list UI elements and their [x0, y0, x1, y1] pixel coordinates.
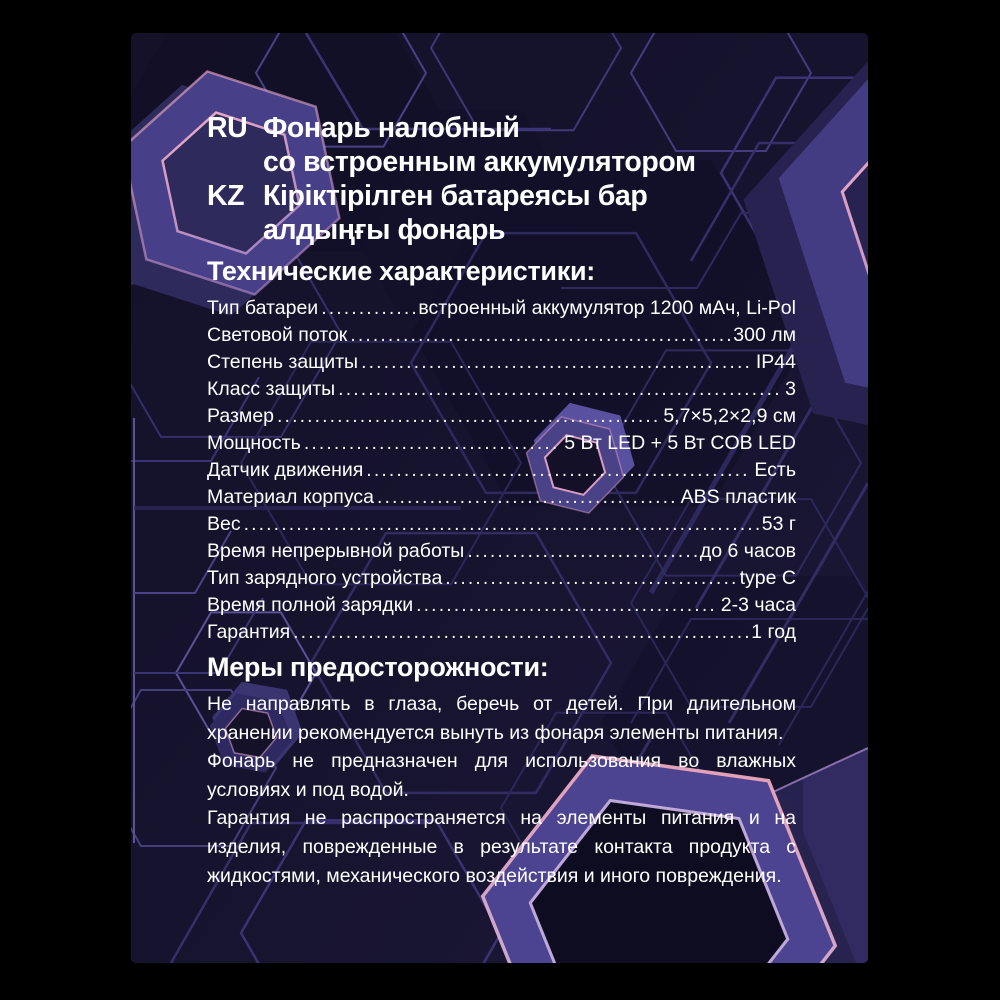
spec-value: 1 год: [751, 621, 796, 643]
spec-row-charger-type: [207, 565, 796, 592]
dot-leader: [338, 376, 782, 403]
dot-leader: [377, 484, 678, 511]
safety-paragraph: Не направлять в глаза, беречь от детей. При длительном хранении рекомендуется вынуть из фонаря элементы питания.: [207, 693, 796, 744]
spec-row-protection-class: [207, 376, 796, 403]
spec-row-ip-rating: [207, 349, 796, 376]
product-title-kz-line2: алдыңғы фонарь: [263, 214, 506, 246]
safety-text: [207, 690, 796, 890]
spec-row-runtime: [207, 538, 796, 565]
spec-row-weight: [207, 511, 796, 538]
lang-label-ru: RU: [207, 112, 248, 144]
safety-paragraph: Гарантия не распространяется на элементы питания и на изделия, поврежденные в результате контакта продукта с жидкостями, механического воздействия и иного повреждения.: [207, 807, 796, 887]
spec-label: Датчик движения: [207, 459, 364, 481]
lang-label-spacer: [207, 145, 263, 179]
dot-leader: [244, 511, 759, 538]
spec-row-motion-sensor: [207, 457, 796, 484]
dot-leader: [445, 565, 736, 592]
dot-leader: [304, 430, 561, 457]
spec-value: 5 Вт LED + 5 Вт COB LED: [564, 432, 796, 454]
spec-value: 5,7×5,2×2,9 см: [663, 405, 796, 427]
spec-value: 3: [785, 378, 796, 400]
spec-label: Время полной зарядки: [207, 594, 414, 616]
dot-leader: [293, 619, 748, 646]
dot-leader: [416, 592, 718, 619]
spec-label: Время непрерывной работы: [207, 540, 465, 562]
spec-label: Класс защиты: [207, 378, 336, 400]
safety-section-title: Меры предосторожности:: [207, 652, 549, 682]
spec-label: Мощность: [207, 432, 301, 454]
spec-label: Размер: [207, 405, 275, 427]
spec-value: IP44: [755, 351, 796, 373]
lang-label-spacer: [207, 213, 263, 247]
dot-leader: [467, 538, 697, 565]
spec-label: Тип батареи: [207, 297, 319, 319]
product-title-ru-line1: Фонарь налобный: [263, 112, 520, 144]
label-content: [207, 33, 796, 890]
dot-leader: [350, 322, 730, 349]
spec-label: Гарантия: [207, 621, 291, 643]
spec-row-battery-type: [207, 295, 796, 322]
spec-value: 300 лм: [733, 324, 796, 346]
spec-value: 2-3 часа: [720, 594, 796, 616]
spec-row-size: [207, 403, 796, 430]
spec-value: встроенный аккумулятор 1200 мАч, Li-Pol: [418, 297, 796, 319]
spec-row-warranty: [207, 619, 796, 646]
lang-label-kz: KZ: [207, 180, 245, 212]
product-title-block: [207, 111, 796, 247]
spec-value: type C: [739, 567, 796, 589]
spec-value: до 6 часов: [699, 540, 796, 562]
spec-row-power: [207, 430, 796, 457]
specs-list: [207, 295, 796, 646]
product-label-card: [131, 33, 868, 963]
spec-label: Материал корпуса: [207, 486, 374, 508]
dot-leader: [361, 349, 753, 376]
spec-row-luminous-flux: [207, 322, 796, 349]
spec-value: ABS пластик: [680, 486, 796, 508]
specs-section-title: Технические характеристики:: [207, 256, 595, 286]
spec-label: Степень защиты: [207, 351, 359, 373]
spec-value: Есть: [754, 459, 796, 481]
spec-label: Тип зарядного устройства: [207, 567, 443, 589]
dot-leader: [366, 457, 751, 484]
dot-leader: [321, 295, 415, 322]
product-title-kz-line1: Кіріктірілген батареясы бар: [263, 180, 648, 212]
safety-paragraph: Фонарь не предназначен для использования во влажных условиях и под водой.: [207, 750, 796, 801]
spec-value: 53 г: [761, 513, 796, 535]
spec-row-charge-time: [207, 592, 796, 619]
product-title-ru-line2: со встроенным аккумулятором: [263, 146, 696, 178]
spec-row-body-material: [207, 484, 796, 511]
dot-leader: [277, 403, 660, 430]
spec-label: Световой поток: [207, 324, 348, 346]
spec-label: Вес: [207, 513, 241, 535]
